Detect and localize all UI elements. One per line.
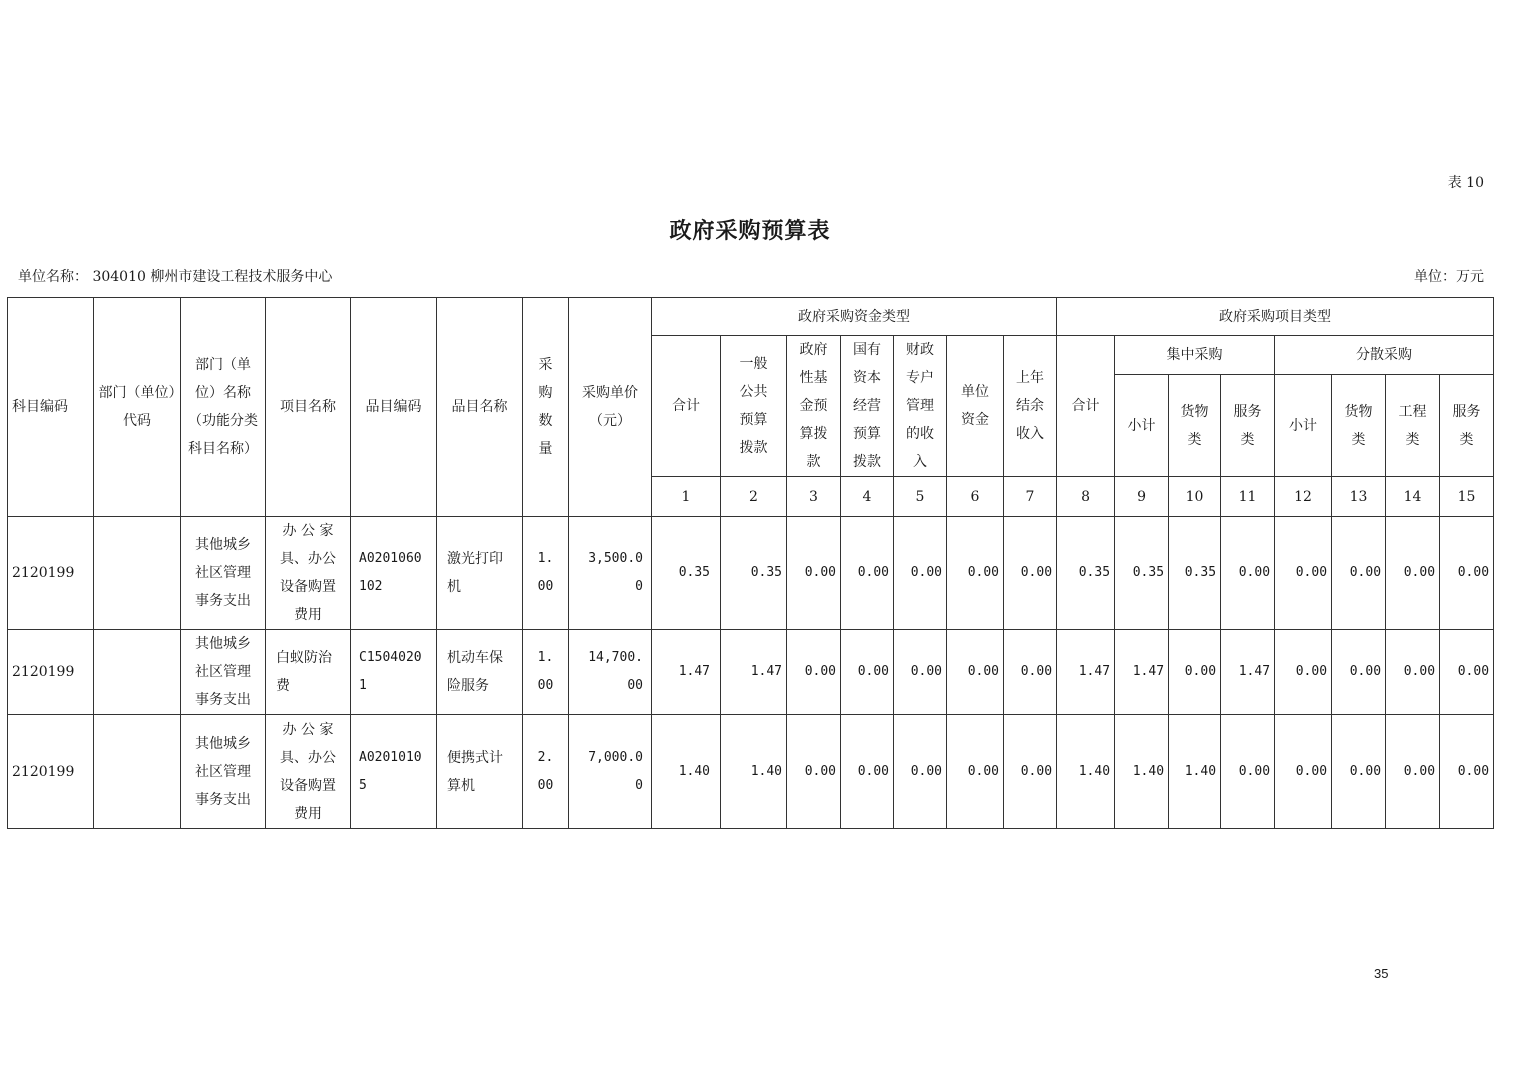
cell-value: 0.00: [947, 715, 1004, 829]
cell-project-name: 办 公 家具、办公设备购置费用: [266, 517, 351, 630]
header-fund-type: 政府采购资金类型: [652, 298, 1057, 336]
cell-value: 0.00: [1332, 630, 1386, 715]
cell-value: 0.00: [1004, 715, 1057, 829]
cell-value: 0.00: [1275, 630, 1332, 715]
cell-item-name: 机动车保险服务: [437, 630, 523, 715]
header-special-account: 财政专户管理的收入: [894, 336, 947, 477]
col-num: 7: [1004, 477, 1057, 517]
cell-subject-code: 2120199: [8, 715, 94, 829]
col-num: 2: [721, 477, 787, 517]
col-num: 3: [787, 477, 841, 517]
col-num: 1: [652, 477, 721, 517]
cell-item-code: A0201060102: [351, 517, 437, 630]
cell-value: 1.40: [721, 715, 787, 829]
header-d-engineering: 工程类: [1386, 375, 1440, 477]
header-dispersed: 分散采购: [1275, 336, 1494, 375]
cell-value: 0.00: [947, 630, 1004, 715]
cell-project-name: 办 公 家具、办公设备购置费用: [266, 715, 351, 829]
header-dept-name: 部门（单位）名称（功能分类科目名称）: [181, 298, 266, 517]
cell-dept-code: [94, 517, 181, 630]
currency-unit: 单位：万元: [1414, 269, 1484, 285]
header-project-name: 项目名称: [266, 298, 351, 517]
header-gov-fund: 政府性基金预算拨款: [787, 336, 841, 477]
cell-unit-price: 7,000.00: [569, 715, 652, 829]
cell-subject-code: 2120199: [8, 517, 94, 630]
page-number: 35: [1374, 966, 1389, 981]
cell-item-code: C15040201: [351, 630, 437, 715]
header-state-capital: 国有资本经营预算拨款: [841, 336, 894, 477]
header-fund-total: 合计: [652, 336, 721, 477]
cell-item-code: A02010105: [351, 715, 437, 829]
cell-value: 0.00: [894, 715, 947, 829]
unit-name: 单位名称： 304010 柳州市建设工程技术服务中心: [18, 269, 333, 285]
cell-value: 0.00: [1275, 517, 1332, 630]
header-c-subtotal: 小计: [1115, 375, 1169, 477]
procurement-budget-table: [7, 297, 1494, 829]
table-row: [8, 630, 1494, 715]
col-num: 12: [1275, 477, 1332, 517]
header-centralized: 集中采购: [1115, 336, 1275, 375]
cell-item-name: 便携式计算机: [437, 715, 523, 829]
col-num: 6: [947, 477, 1004, 517]
cell-value: 1.47: [721, 630, 787, 715]
cell-value: 0.00: [1004, 517, 1057, 630]
header-general-budget: 一般公共预算拨款: [721, 336, 787, 477]
cell-unit-price: 3,500.00: [569, 517, 652, 630]
cell-value: 0.00: [841, 517, 894, 630]
cell-value: 0.00: [787, 630, 841, 715]
cell-value: 0.00: [1440, 630, 1494, 715]
cell-value: 0.35: [1115, 517, 1169, 630]
cell-value: 0.35: [721, 517, 787, 630]
header-unit-price: 采购单价（元）: [569, 298, 652, 517]
cell-value: 0.35: [1057, 517, 1115, 630]
header-item-code: 品目编码: [351, 298, 437, 517]
header-project-type: 政府采购项目类型: [1057, 298, 1494, 336]
col-num: 5: [894, 477, 947, 517]
header-last-year: 上年结余收入: [1004, 336, 1057, 477]
cell-item-name: 激光打印机: [437, 517, 523, 630]
header-d-subtotal: 小计: [1275, 375, 1332, 477]
col-num: 15: [1440, 477, 1494, 517]
cell-quantity: 1.00: [523, 517, 569, 630]
cell-value: 1.47: [652, 630, 721, 715]
cell-value: 1.47: [1221, 630, 1275, 715]
col-num: 4: [841, 477, 894, 517]
cell-unit-price: 14,700.00: [569, 630, 652, 715]
cell-quantity: 2.00: [523, 715, 569, 829]
col-num: 11: [1221, 477, 1275, 517]
cell-value: 0.35: [1169, 517, 1221, 630]
header-c-goods: 货物类: [1169, 375, 1221, 477]
cell-value: 0.00: [1169, 630, 1221, 715]
cell-value: 0.35: [652, 517, 721, 630]
header-item-name: 品目名称: [437, 298, 523, 517]
cell-value: 0.00: [1386, 517, 1440, 630]
cell-value: 0.00: [1386, 715, 1440, 829]
cell-value: 0.00: [1221, 715, 1275, 829]
cell-value: 0.00: [1275, 715, 1332, 829]
table-row: [8, 517, 1494, 630]
cell-quantity: 1.00: [523, 630, 569, 715]
col-num: 14: [1386, 477, 1440, 517]
table-number: 表 10: [1447, 175, 1484, 191]
cell-subject-code: 2120199: [8, 630, 94, 715]
cell-project-name: 白蚁防治费: [266, 630, 351, 715]
cell-value: 0.00: [787, 715, 841, 829]
col-num: 10: [1169, 477, 1221, 517]
cell-value: 1.40: [1057, 715, 1115, 829]
cell-value: 0.00: [787, 517, 841, 630]
cell-value: 0.00: [1440, 715, 1494, 829]
cell-dept-name: 其他城乡社区管理事务支出: [181, 517, 266, 630]
table-row: [8, 715, 1494, 829]
cell-value: 1.40: [1169, 715, 1221, 829]
header-dept-code: 部门（单位）代码: [94, 298, 181, 517]
cell-value: 1.47: [1115, 630, 1169, 715]
cell-dept-name: 其他城乡社区管理事务支出: [181, 715, 266, 829]
cell-dept-code: [94, 715, 181, 829]
col-num: 9: [1115, 477, 1169, 517]
col-num: 8: [1057, 477, 1115, 517]
cell-value: 0.00: [841, 630, 894, 715]
header-unit-fund: 单位资金: [947, 336, 1004, 477]
cell-dept-name: 其他城乡社区管理事务支出: [181, 630, 266, 715]
cell-value: 0.00: [1004, 630, 1057, 715]
header-d-service: 服务类: [1440, 375, 1494, 477]
header-project-total: 合计: [1057, 336, 1115, 477]
header-c-service: 服务类: [1221, 375, 1275, 477]
header-quantity: 采购数量: [523, 298, 569, 517]
cell-value: 1.40: [1115, 715, 1169, 829]
cell-value: 0.00: [947, 517, 1004, 630]
cell-dept-code: [94, 630, 181, 715]
cell-value: 0.00: [1386, 630, 1440, 715]
cell-value: 0.00: [1332, 517, 1386, 630]
cell-value: 0.00: [841, 715, 894, 829]
cell-value: 1.40: [652, 715, 721, 829]
cell-value: 0.00: [894, 517, 947, 630]
col-num: 13: [1332, 477, 1386, 517]
cell-value: 0.00: [1221, 517, 1275, 630]
header-subject-code: 科目编码: [8, 298, 94, 517]
cell-value: 0.00: [1332, 715, 1386, 829]
header-d-goods: 货物类: [1332, 375, 1386, 477]
page-title: 政府采购预算表: [669, 218, 831, 244]
cell-value: 0.00: [1440, 517, 1494, 630]
cell-value: 1.47: [1057, 630, 1115, 715]
cell-value: 0.00: [894, 630, 947, 715]
